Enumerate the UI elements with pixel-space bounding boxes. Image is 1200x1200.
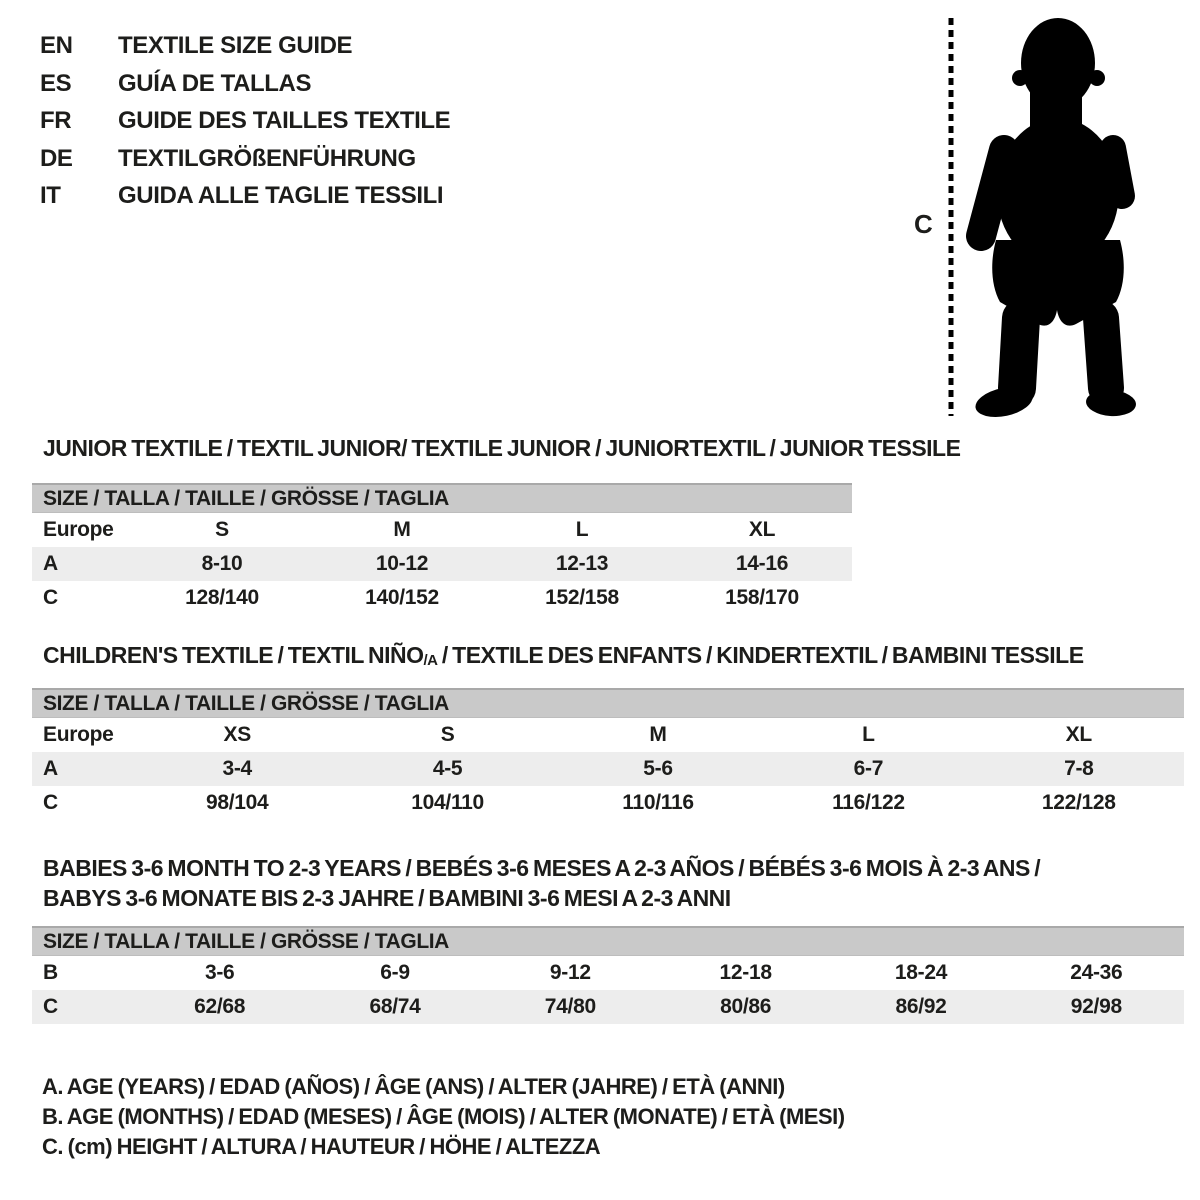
table-row <box>32 718 1184 752</box>
language-row-de <box>40 140 450 178</box>
junior-table-header: SIZE / TALLA / TAILLE / GRÖSSE / TAGLIA <box>32 483 852 513</box>
cell: 3-4 <box>222 757 252 780</box>
toddler-silhouette-svg <box>880 0 1200 440</box>
row-label: A <box>43 552 58 575</box>
table-row <box>32 956 1184 990</box>
cell: 86/92 <box>895 995 947 1018</box>
row-label: Europe <box>43 723 114 746</box>
language-code: EN <box>40 32 73 59</box>
cell: 6-7 <box>853 757 884 780</box>
cell: 68/74 <box>369 995 421 1018</box>
cell: 116/122 <box>832 791 905 814</box>
cell: 104/110 <box>411 791 484 814</box>
cell: 92/98 <box>1070 995 1122 1018</box>
language-code: DE <box>40 144 73 172</box>
language-title: GUIDA ALLE TAGLIE TESSILI <box>118 182 444 209</box>
cell: 122/128 <box>1041 791 1116 814</box>
toddler-figure <box>880 0 1200 440</box>
cell: 152/158 <box>545 586 619 609</box>
table-row <box>32 513 852 547</box>
table-row <box>32 547 852 581</box>
cell: 8-10 <box>201 552 243 575</box>
language-title: GUIDE DES TAILLES TEXTILE <box>118 107 451 134</box>
cell: 7-8 <box>1064 757 1094 780</box>
cell: M <box>393 518 411 541</box>
toddler-silhouette <box>973 18 1137 422</box>
cell: 14-16 <box>735 552 789 575</box>
cell: 12-18 <box>719 961 772 984</box>
cell: M <box>649 723 667 746</box>
junior-table <box>32 483 852 615</box>
table-row <box>32 752 1184 786</box>
children-table <box>32 688 1184 820</box>
children-title-suffix: / TEXTILE DES ENFANTS / KINDERTEXTIL / BAMBINI TESSILE <box>437 642 1084 668</box>
language-title: TEXTILE SIZE GUIDE <box>118 32 353 59</box>
babies-section-title <box>43 853 1040 913</box>
babies-title-line2: BABYS 3-6 MONATE BIS 2-3 JAHRE / BAMBINI 3-6 MESI A 2-3 ANNI <box>43 885 731 911</box>
cell: XS <box>223 723 251 746</box>
children-table-header: SIZE / TALLA / TAILLE / GRÖSSE / TAGLIA <box>32 688 1184 718</box>
language-code: ES <box>40 69 72 97</box>
legend-line-c: C. (cm) HEIGHT / ALTURA / HAUTEUR / HÖHE / ALTEZZA <box>42 1134 601 1159</box>
table-row <box>32 786 1184 820</box>
language-row-en <box>40 27 450 65</box>
cell: S <box>440 723 455 746</box>
children-section-title <box>43 640 1084 676</box>
cell: XL <box>1065 723 1092 746</box>
row-label: A <box>43 757 58 780</box>
height-measure-label: C <box>914 209 933 239</box>
cell: 3-6 <box>204 961 235 984</box>
cell: 18-24 <box>894 961 948 984</box>
cell: L <box>862 723 875 746</box>
children-title-prefix: CHILDREN'S TEXTILE / TEXTIL NIÑO <box>43 642 424 668</box>
language-title: GUÍA DE TALLAS <box>118 69 312 97</box>
babies-table <box>32 926 1184 1024</box>
legend-line-a: A. AGE (YEARS) / EDAD (AÑOS) / ÂGE (ANS) / ALTER (JAHRE) / ETÀ (ANNI) <box>42 1074 785 1099</box>
cell: 10-12 <box>375 552 429 575</box>
cell: 62/68 <box>194 995 246 1018</box>
cell: L <box>575 518 589 541</box>
cell: 12-13 <box>555 552 609 575</box>
language-row-fr <box>40 102 450 140</box>
cell: 80/86 <box>720 995 772 1018</box>
language-row-es <box>40 65 450 103</box>
cell: 5-6 <box>643 757 673 780</box>
language-code: FR <box>40 107 72 134</box>
table-row <box>32 581 852 615</box>
language-title: TEXTILGRÖßENFÜHRUNG <box>118 144 416 172</box>
cell: 24-36 <box>1070 961 1123 984</box>
cell: 128/140 <box>185 586 259 609</box>
language-row-it <box>40 177 450 215</box>
row-label: C <box>43 995 58 1018</box>
children-title-small: /A <box>423 652 438 669</box>
junior-section-title: JUNIOR TEXTILE / TEXTIL JUNIOR/ TEXTILE JUNIOR / JUNIORTEXTIL / JUNIOR TESSILE <box>43 435 961 461</box>
row-label: C <box>43 586 58 609</box>
language-header <box>40 27 450 215</box>
cell: 9-12 <box>549 961 591 984</box>
row-label: C <box>43 791 58 814</box>
babies-title-line1: BABIES 3-6 MONTH TO 2-3 YEARS / BEBÉS 3-6 MESES A 2-3 AÑOS / BÉBÉS 3-6 MOIS À 2-3 ANS / <box>43 855 1041 881</box>
legend-line-b: B. AGE (MONTHS) / EDAD (MESES) / ÂGE (MOIS) / ALTER (MONATE) / ETÀ (MESI) <box>42 1104 845 1129</box>
cell: 158/170 <box>725 586 799 609</box>
cell: S <box>215 518 229 541</box>
row-label: Europe <box>43 518 114 541</box>
cell: 4-5 <box>432 757 463 780</box>
cell: XL <box>748 518 776 541</box>
cell: 74/80 <box>544 995 596 1018</box>
cell: 140/152 <box>365 586 439 609</box>
babies-table-header: SIZE / TALLA / TAILLE / GRÖSSE / TAGLIA <box>32 926 1184 956</box>
table-row <box>32 990 1184 1024</box>
language-code: IT <box>40 182 61 209</box>
row-label: B <box>43 961 58 984</box>
cell: 110/116 <box>622 791 694 814</box>
legend <box>42 1072 845 1162</box>
cell: 98/104 <box>205 791 269 814</box>
cell: 6-9 <box>380 961 410 984</box>
